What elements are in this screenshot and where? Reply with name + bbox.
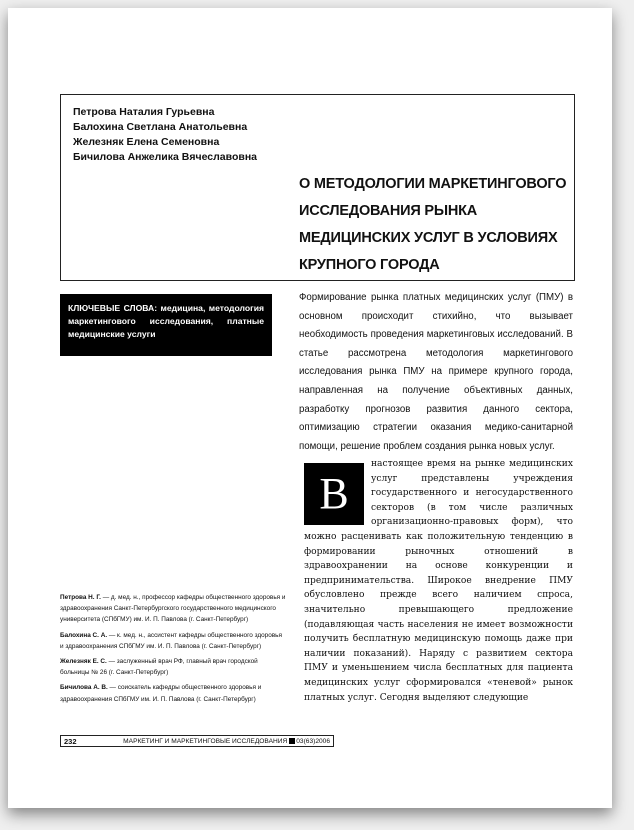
affiliation-entry	[60, 682, 286, 704]
title-line: КРУПНОГО ГОРОДА	[299, 257, 440, 273]
author-name: Железняк Елена Семеновна	[73, 136, 220, 148]
affiliation-name: Бичилова А. В.	[60, 684, 108, 692]
affiliation-name: Петрова Н. Г.	[60, 594, 101, 601]
journal-page	[8, 8, 612, 808]
article-body	[304, 457, 573, 705]
article-title	[299, 171, 569, 279]
affiliation-entry	[60, 656, 286, 678]
journal-info	[123, 736, 330, 748]
title-line: МЕДИЦИНСКИХ УСЛУГ В УСЛОВИЯХ	[299, 230, 558, 246]
journal-issue: 03(63)2006	[296, 738, 330, 745]
keywords-box: КЛЮЧЕВЫЕ СЛОВА: медицина, методология маркетингового исследования, платные медицинские услуги	[60, 294, 272, 356]
affiliation-entry	[60, 592, 286, 626]
affiliation-entry	[60, 630, 286, 652]
square-bullet-icon	[289, 738, 295, 744]
author-name: Петрова Наталия Гурьевна	[73, 106, 215, 118]
author-list	[73, 105, 257, 165]
affiliation-text: — заслуженный врач РФ, главный врач городской больницы № 26 (г. Санкт-Петербург)	[60, 658, 258, 677]
article-header	[60, 94, 575, 281]
author-name: Бичилова Анжелика Вячеславовна	[73, 151, 258, 163]
title-line: ИССЛЕДОВАНИЯ РЫНКА	[299, 203, 478, 219]
affiliation-name: Балохина С. А.	[60, 631, 108, 639]
affiliation-text: — соискатель кафедры общественного здоровья и здравоохранения СПбГМУ им. И. П. Павлова (г. Санкт-Петербург)	[60, 684, 262, 703]
body-paragraph: настоящее время на рынке медицинских услуг представлены учреждения государственного и негосударственного секторов (в том числе различных организационно-правовых форм), что можно расценивать как положительную тенденцию в формировании рыночных отношений в здравоохранении на основе конкуренции и предпринимательства. Широкое внедрение ПМУ обусловлено прежде всего наличием спроса, значительно превышающего предложение (подавляющая часть населения не имеет возможности получить бесплатную медицинскую помощь даже при наличии показаний). Наряду с развитием сектора ПМУ и уменьшением числа бесплатных для пациента медицинских услуг сформировался «теневой» рынок платных услуг. Сегодня выделяют следующие	[304, 459, 573, 703]
affiliation-text: — д. мед. н., профессор кафедры общественного здоровья и здравоохранения Санкт-Петербургского государственного медицинского университета (СПбГМУ) им. И. П. Павлова (г. Санкт-Петербург)	[60, 594, 286, 624]
page-footer	[60, 735, 334, 747]
affiliation-name: Железняк Е. С.	[60, 658, 107, 666]
author-name: Балохина Светлана Анатольевна	[73, 121, 248, 133]
page-number: 232	[64, 737, 77, 746]
affiliation-text: — к. мед. н., ассистент кафедры общественного здоровья и здравоохранения СПбГМУ им. И. П. Павлова (г. Санкт-Петербург)	[60, 631, 282, 650]
title-line: О МЕТОДОЛОГИИ МАРКЕТИНГОВОГО	[299, 176, 567, 192]
abstract: Формирование рынка платных медицинских услуг (ПМУ) в основном происходит стихийно, что вызывает необходимость проведения маркетинговых исследований. В статье рассмотрена методология маркетингового исследования рынка ПМУ на примере крупного города, направленная на получение объективных данных, разработку прогнозов развития данного сектора, оптимизацию стратегии оказания медико-санитарной помощи, решение проблем создания рынка новых услуг.	[299, 292, 573, 452]
journal-name: МАРКЕТИНГ И МАРКЕТИНГОВЫЕ ИССЛЕДОВАНИЯ	[123, 738, 288, 745]
drop-cap: В	[304, 463, 364, 525]
author-affiliations	[60, 592, 286, 709]
